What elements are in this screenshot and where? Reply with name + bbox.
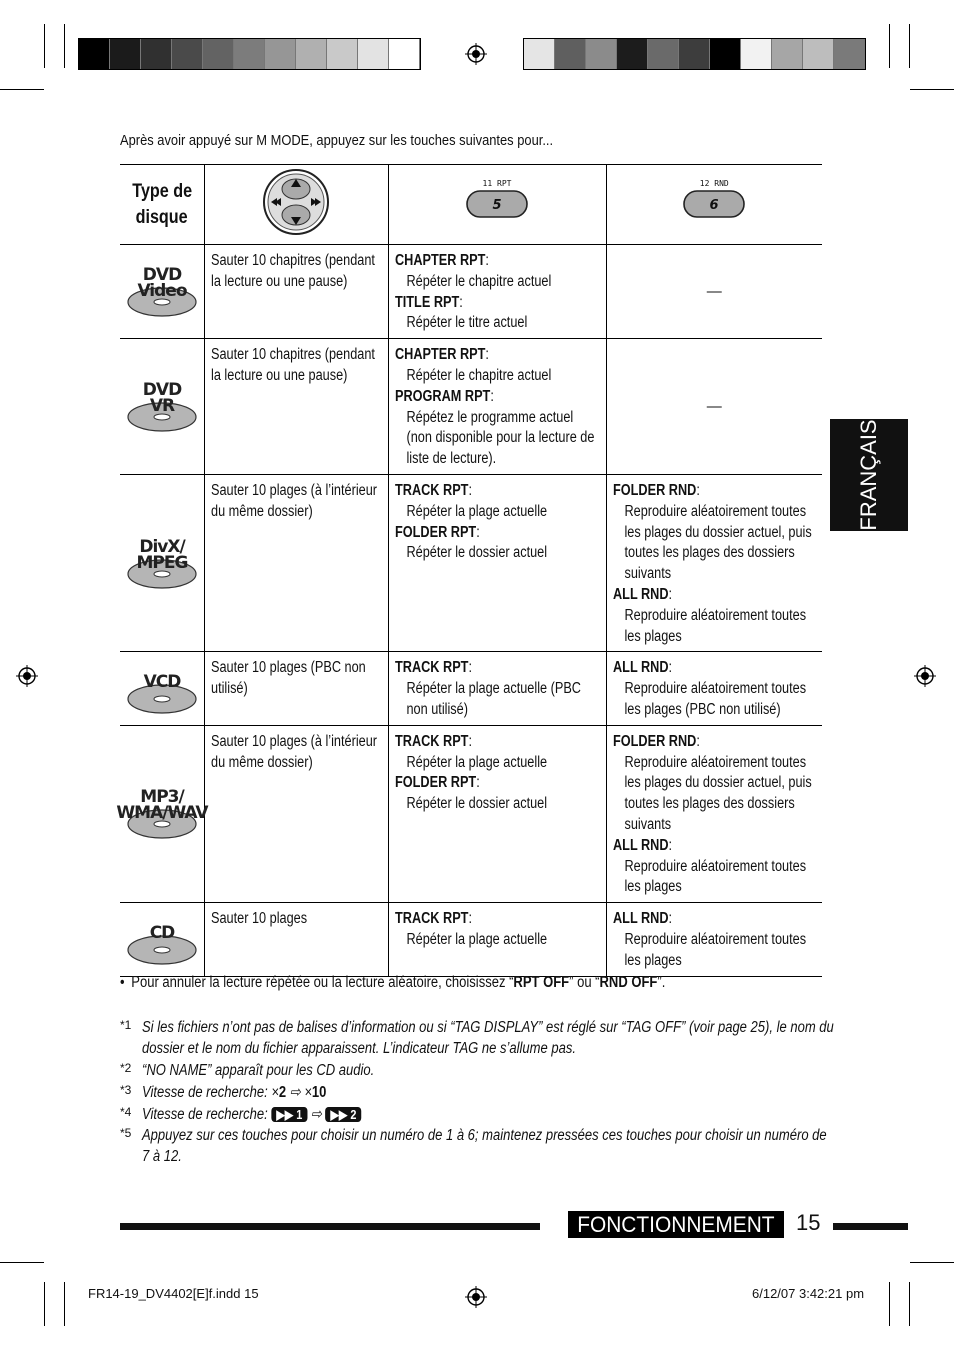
footnote-text bbox=[142, 1060, 374, 1081]
color-swatch bbox=[203, 39, 234, 69]
color-swatch bbox=[741, 39, 772, 69]
color-swatch bbox=[803, 39, 834, 69]
color-swatch bbox=[296, 39, 327, 69]
speed-indicator: ▶▶ 1 bbox=[271, 1107, 307, 1122]
random-function-cell: — bbox=[606, 339, 822, 475]
setting-label: FOLDER RPT bbox=[394, 523, 476, 541]
language-tab-label: FRANÇAIS bbox=[856, 419, 881, 531]
disc-type-label: DVD bbox=[142, 380, 181, 401]
bullet-note: • Pour annuler la lecture répétée ou la lecture aléatoire, choisissez “RPT OFF” ou “RND OFF”. bbox=[120, 974, 666, 991]
table-row bbox=[120, 245, 822, 339]
random-function-cell: FOLDER RND: Reproduire aléatoirement toutes les plages du dossier actuel, puis toutes les plages des dossiers suivants ALL RND: Reproduire aléatoirement toutes les plages bbox=[606, 725, 822, 902]
random-function-cell: FOLDER RND: Reproduire aléatoirement toutes les plages du dossier actuel, puis toutes les plages des dossiers suivants ALL RND: Reproduire aléatoirement toutes les plages bbox=[606, 474, 822, 651]
random-function-cell: ALL RND: Reproduire aléatoirement toutes les plages (PBC non utilisé) bbox=[606, 652, 822, 725]
table-row bbox=[120, 903, 822, 976]
setting-description: Répéter la plage actuelle bbox=[405, 930, 547, 948]
disc-type-cell bbox=[120, 474, 204, 651]
color-swatch bbox=[617, 39, 648, 69]
setting-description: Répéter le chapitre actuel bbox=[405, 366, 551, 384]
setting-description: Reproduire aléatoirement toutes les plages bbox=[623, 606, 806, 645]
color-swatch bbox=[110, 39, 141, 69]
key-5-number: 5 bbox=[492, 197, 502, 213]
table-header-row bbox=[120, 165, 822, 245]
speed-value: 10 bbox=[311, 1084, 327, 1101]
footnote-mark: *5 bbox=[120, 1126, 132, 1140]
color-swatch bbox=[555, 39, 586, 69]
footnote-text bbox=[142, 1017, 834, 1059]
skip-function-cell bbox=[204, 474, 388, 651]
disc-type-label: DVD bbox=[142, 265, 181, 286]
color-swatch bbox=[834, 39, 865, 69]
footnote-text: Vitesse de recherche: ×2 ⇨ ×10 bbox=[142, 1084, 327, 1101]
setting-label: ALL RND bbox=[612, 659, 669, 677]
color-swatch bbox=[648, 39, 679, 69]
color-swatch bbox=[772, 39, 803, 69]
setting-label: FOLDER RND bbox=[612, 481, 696, 499]
skip-function-text: Sauter 10 plages (à l’intérieur du même dossier) bbox=[210, 732, 377, 771]
skip-function-cell bbox=[204, 652, 388, 725]
disc-type-label: CD bbox=[149, 922, 175, 943]
color-swatch bbox=[327, 39, 358, 69]
color-swatch bbox=[524, 39, 555, 69]
color-swatches-right bbox=[523, 38, 866, 70]
key-5-cell: 11 RPT 5 bbox=[388, 165, 606, 245]
disc-type-cell bbox=[116, 725, 208, 902]
setting-description: Répéter le chapitre actuel bbox=[405, 272, 551, 290]
footnote-mark: *1 bbox=[120, 1018, 132, 1032]
setting-description: Reproduire aléatoirement toutes les plages (PBC non utilisé) bbox=[623, 680, 806, 718]
disc-icon bbox=[124, 256, 200, 322]
footnote-line: 7 à 12. bbox=[142, 1148, 182, 1165]
key-6-button-icon bbox=[681, 188, 747, 220]
footer-rule-right bbox=[833, 1223, 908, 1230]
footer-rule-left bbox=[120, 1223, 540, 1230]
footnote-line: dossier et le nom du fichier apparaissent. L’indicateur TAG ne s’allume pas. bbox=[142, 1040, 576, 1057]
function-table bbox=[116, 164, 822, 977]
setting-description: Répéter le dossier actuel bbox=[405, 544, 547, 562]
setting-label: FOLDER RPT bbox=[394, 774, 476, 792]
setting-label: TRACK RPT bbox=[394, 910, 468, 928]
setting-label: FOLDER RND bbox=[612, 732, 696, 750]
disc-icon bbox=[124, 371, 200, 437]
control-dial-icon bbox=[261, 167, 331, 237]
setting-label: TRACK RPT bbox=[394, 732, 468, 750]
repeat-function-cell: TRACK RPT: Répéter la plage actuelle (PBC non utilisé) bbox=[388, 652, 606, 725]
footnote-mark: *4 bbox=[120, 1105, 132, 1119]
rpt-off-label: RPT OFF bbox=[513, 974, 570, 991]
setting-label: ALL RND bbox=[612, 910, 669, 928]
disc-type-label: VCD bbox=[143, 672, 181, 693]
setting-description: Reproduire aléatoirement toutes les plages du dossier actuel, puis toutes les plages des dossiers suivants bbox=[623, 753, 812, 833]
setting-label: CHAPTER RPT bbox=[394, 252, 485, 269]
setting-label: TRACK RPT bbox=[394, 481, 468, 499]
footnote-mark: *3 bbox=[120, 1083, 132, 1097]
section-title: FONCTIONNEMENT bbox=[568, 1211, 784, 1238]
disc-type-label: DivX/ bbox=[139, 536, 185, 557]
setting-label: CHAPTER RPT bbox=[394, 346, 485, 364]
table-row bbox=[120, 474, 822, 651]
disc-type-cell bbox=[120, 339, 204, 475]
setting-description: Répéter le titre actuel bbox=[405, 314, 527, 332]
color-swatch bbox=[679, 39, 710, 69]
skip-function-text: Sauter 10 plages bbox=[210, 910, 307, 928]
color-swatch bbox=[710, 39, 741, 69]
color-swatch bbox=[234, 39, 265, 69]
key-6-cell: 12 RND 6 bbox=[606, 165, 822, 245]
footnote-mark: *2 bbox=[120, 1061, 132, 1075]
page-number: 15 bbox=[796, 1210, 821, 1235]
intro-text: Après avoir appuyé sur M MODE, appuyez sur les touches suivantes pour... bbox=[120, 132, 554, 149]
footnote-line: Appuyez sur ces touches pour choisir un numéro de 1 à 6; maintenez pressées ces touches pour choisir un numéro de bbox=[142, 1127, 827, 1144]
speed-indicator: ▶▶ 2 bbox=[325, 1107, 361, 1122]
skip-function-cell bbox=[204, 245, 388, 339]
repeat-function-cell: TRACK RPT: Répéter la plage actuelle bbox=[388, 903, 606, 976]
random-function-cell: — bbox=[606, 245, 822, 339]
disc-type-header: Type de disque bbox=[120, 165, 204, 245]
color-swatch bbox=[389, 39, 420, 69]
disc-type-label: MPEG bbox=[136, 552, 188, 573]
color-swatches-left bbox=[78, 38, 421, 70]
color-swatch bbox=[265, 39, 296, 69]
setting-description: Reproduire aléatoirement toutes les plages bbox=[623, 857, 806, 896]
setting-description: Répéter la plage actuelle bbox=[405, 502, 547, 520]
setting-label: TITLE RPT bbox=[394, 293, 459, 311]
registration-mark-icon bbox=[914, 665, 936, 687]
disc-type-cell bbox=[120, 652, 204, 725]
skip-function-text: Sauter 10 plages (à l’intérieur du même dossier) bbox=[210, 481, 377, 520]
table-row bbox=[120, 339, 822, 475]
skip-function-cell bbox=[204, 339, 388, 475]
footnote-line: “NO NAME” apparaît pour les CD audio. bbox=[142, 1062, 375, 1079]
speed-value: 2 bbox=[278, 1084, 287, 1101]
setting-label: ALL RND bbox=[612, 836, 669, 854]
random-function-cell: ALL RND: Reproduire aléatoirement toutes les plages bbox=[606, 903, 822, 976]
disc-icon bbox=[116, 778, 208, 844]
table-row bbox=[120, 652, 822, 725]
control-dial-cell bbox=[204, 165, 388, 245]
disc-type-label: VR bbox=[149, 396, 174, 417]
registration-mark-icon bbox=[16, 665, 38, 687]
disc-icon bbox=[124, 904, 200, 970]
setting-description: Répétez le programme actuel (non disponible pour la lecture de liste de lecture). bbox=[405, 408, 594, 468]
setting-description: Reproduire aléatoirement toutes les plages du dossier actuel, puis toutes les plages des dossiers suivants bbox=[623, 502, 812, 583]
setting-label: ALL RND bbox=[612, 585, 669, 603]
setting-description: Répéter le dossier actuel bbox=[405, 795, 547, 813]
color-swatch bbox=[586, 39, 617, 69]
repeat-function-cell: TRACK RPT: Répéter la plage actuelle FOLDER RPT: Répéter le dossier actuel bbox=[388, 725, 606, 902]
disc-type-cell bbox=[120, 245, 204, 339]
disc-type-cell bbox=[120, 903, 204, 976]
key-5-button-icon bbox=[464, 188, 530, 220]
disc-type-label: Video bbox=[137, 281, 187, 302]
key-6-number: 6 bbox=[709, 197, 719, 213]
registration-mark-icon bbox=[465, 1286, 487, 1308]
table-row bbox=[120, 725, 822, 902]
rnd-off-label: RND OFF bbox=[599, 974, 658, 991]
registration-mark-icon bbox=[465, 43, 487, 65]
language-tab bbox=[830, 419, 908, 531]
color-swatch bbox=[79, 39, 110, 69]
color-swatch bbox=[172, 39, 203, 69]
slug-date: 6/12/07 3:42:21 pm bbox=[752, 1286, 865, 1301]
footnote-line: Si les fichiers n’ont pas de balises d’information ou si “TAG DISPLAY” est réglé sur “TAG OFF” (voir page 25), le nom du bbox=[142, 1019, 834, 1036]
skip-function-text: Sauter 10 plages (PBC non utilisé) bbox=[210, 659, 366, 698]
setting-label: PROGRAM RPT bbox=[394, 387, 490, 405]
setting-description: Répéter la plage actuelle bbox=[405, 753, 547, 771]
repeat-function-cell: CHAPTER RPT: Répéter le chapitre actuel TITLE RPT: Répéter le titre actuel bbox=[388, 245, 606, 339]
skip-function-cell bbox=[204, 903, 388, 976]
setting-label: TRACK RPT bbox=[394, 659, 468, 677]
skip-function-text: Sauter 10 chapitres (pendant la lecture ou une pause) bbox=[210, 346, 375, 384]
disc-type-label: WMA/WAV bbox=[116, 803, 208, 824]
repeat-function-cell: CHAPTER RPT: Répéter le chapitre actuel PROGRAM RPT: Répétez le programme actuel (non disponible pour la lecture de liste de lecture). bbox=[388, 339, 606, 475]
color-swatch bbox=[141, 39, 172, 69]
slug-filename: FR14-19_DV4402[E]f.indd 15 bbox=[88, 1286, 259, 1301]
disc-icon bbox=[124, 653, 200, 719]
setting-description: Reproduire aléatoirement toutes les plages bbox=[623, 930, 806, 969]
skip-function-text: Sauter 10 chapitres (pendant la lecture ou une pause) bbox=[210, 252, 375, 290]
setting-description: Répéter la plage actuelle (PBC non utilisé) bbox=[405, 680, 581, 718]
disc-type-label: MP3/ bbox=[140, 787, 184, 808]
skip-function-cell bbox=[204, 725, 388, 902]
footnote-text: Vitesse de recherche: ▶▶ 1 ⇨ ▶▶ 2 bbox=[142, 1104, 361, 1125]
footnote-text bbox=[142, 1125, 827, 1167]
disc-icon bbox=[124, 528, 200, 594]
color-swatch bbox=[358, 39, 389, 69]
repeat-function-cell: TRACK RPT: Répéter la plage actuelle FOLDER RPT: Répéter le dossier actuel bbox=[388, 474, 606, 651]
